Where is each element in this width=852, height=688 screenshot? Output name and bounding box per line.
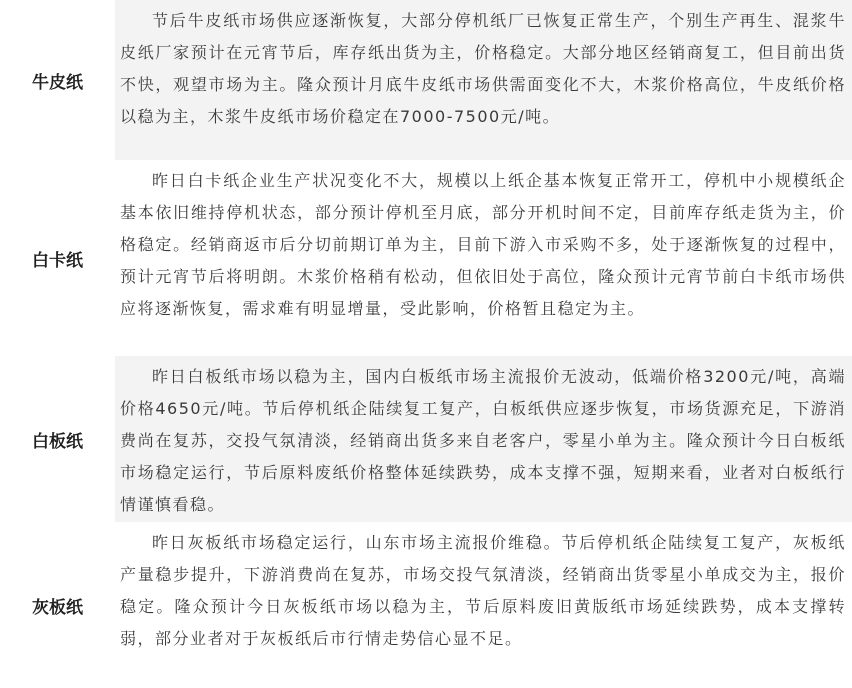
row-white-cardboard — [0, 160, 852, 356]
row-description: 昨日灰板纸市场稳定运行，山东市场主流报价维稳。节后停机纸企陆续复工复产，灰板纸产量稳步提升，下游消费尚在复苏，市场交投气氛清淡，经销商出货零星小单成交为主，报价稳定。隆众预计今日灰板纸市场以稳为主，节后原料废旧黄版纸市场延续跌势，成本支撑转弱，部分业者对于灰板纸后市行情走势信心显不足。 — [115, 522, 852, 688]
row-description: 节后牛皮纸市场供应逐渐恢复，大部分停机纸厂已恢复正常生产，个别生产再生、混浆牛皮纸厂家预计在元宵节后，库存纸出货为主，价格稳定。大部分地区经销商复工，但目前出货不快，观望市场为主。隆众预计月底牛皮纸市场供需面变化不大，木浆价格高位，牛皮纸价格以稳为主，木浆牛皮纸市场价稳定在7000-7500元/吨。 — [115, 0, 852, 160]
row-label: 牛皮纸 — [0, 0, 115, 160]
row-gray-board — [0, 522, 852, 688]
row-label: 灰板纸 — [0, 522, 115, 688]
row-kraft-paper — [0, 0, 852, 160]
row-description: 昨日白板纸市场以稳为主，国内白板纸市场主流报价无波动，低端价格3200元/吨，高端价格4650元/吨。节后停机纸企陆续复工复产，白板纸供应逐步恢复，市场货源充足，下游消费尚在复苏，交投气氛清淡，经销商出货多来自老客户，零星小单为主。隆众预计今日白板纸市场稳定运行，节后原料废纸价格整体延续跌势，成本支撑不强，短期来看，业者对白板纸行情谨慎看稳。 — [115, 356, 852, 522]
row-label: 白板纸 — [0, 356, 115, 522]
row-white-board — [0, 356, 852, 522]
row-label: 白卡纸 — [0, 160, 115, 356]
row-description: 昨日白卡纸企业生产状况变化不大，规模以上纸企基本恢复正常开工，停机中小规模纸企基本依旧维持停机状态，部分预计停机至月底，部分开机时间不定，目前库存纸走货为主，价格稳定。经销商返市后分切前期订单为主，目前下游入市采购不多，处于逐渐恢复的过程中，预计元宵节后将明朗。木浆价格稍有松动，但依旧处于高位，隆众预计元宵节前白卡纸市场供应将逐渐恢复，需求难有明显增量，受此影响，价格暂且稳定为主。 — [115, 160, 852, 356]
